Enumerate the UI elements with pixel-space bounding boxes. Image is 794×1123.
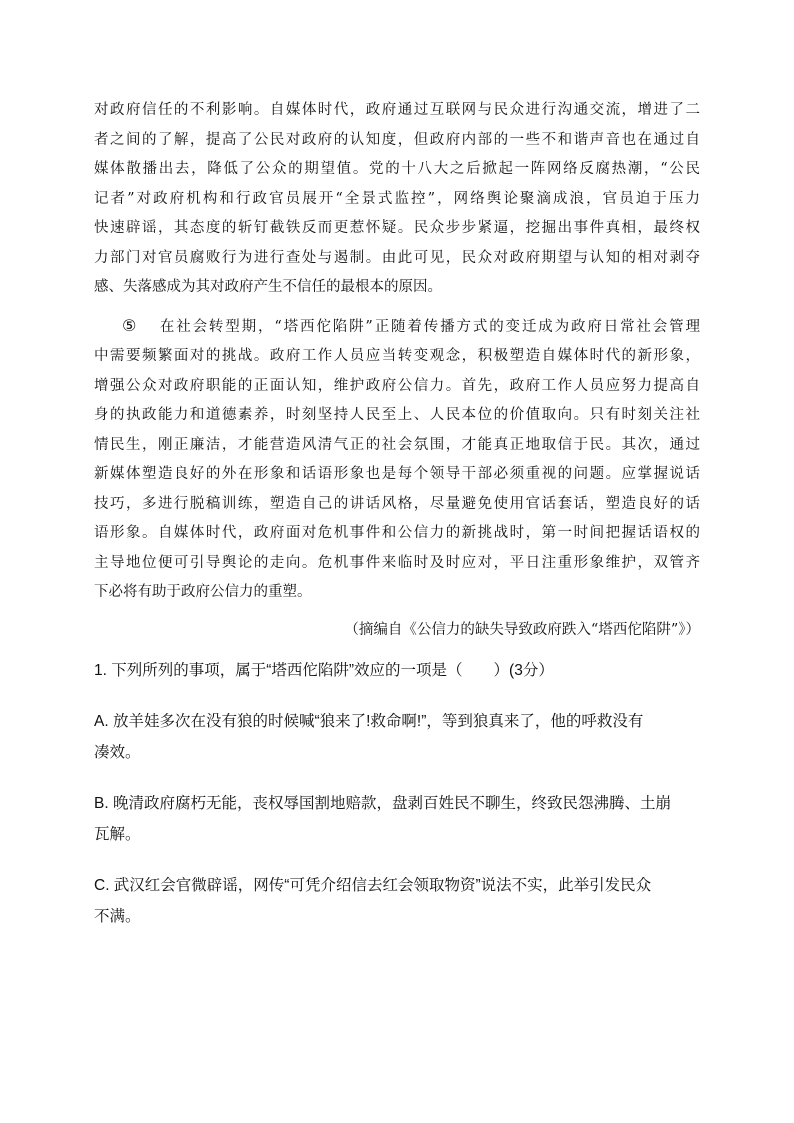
option-text: C. 武汉红会官微辟谣，网传“可凭介绍信去红会领取物资”说法不实，此举引发民众 [94, 877, 652, 894]
paragraph-continued [94, 96, 700, 303]
text-line: 新媒体塑造良好的外在形象和话语形象也是每个领导干部必须重视的问题。应掌握说话 [94, 466, 700, 482]
option-text: 凑效。 [94, 744, 141, 761]
option-text: B. 晚清政府腐朽无能，丧权辱国割地赔款，盘剥百姓民不聊生，终致民怨沸腾、土崩 [94, 795, 671, 812]
text-line: 语形象。自媒体时代，政府面对危机事件和公信力的新挑战时，第一时间把握话语权的 [94, 525, 700, 541]
option-text: 瓦解。 [94, 826, 141, 843]
option-text: 不满。 [94, 908, 141, 925]
text-line [94, 311, 700, 343]
paragraph-number: ⑤ [122, 315, 137, 335]
text-line: 感、失落感成为其对政府产生不信任的最根本的原因。 [94, 279, 442, 295]
text-line-content: 在社会转型期，“塔西佗陷阱”正随着传播方式的变迁成为政府日常社会管理 [158, 318, 700, 335]
text-line: 增强公众对政府职能的正面认知，维护政府公信力。首先，政府工作人员应努力提高自 [94, 377, 700, 394]
option-text: A. 放羊娃多次在没有狼的时候喊“狼来了!救命啊!”，等到狼真来了，他的呼救没有 [94, 713, 644, 730]
text-line: 对政府信任的不利影响。自媒体时代，政府通过互联网与民众进行沟通交流，增进了二 [94, 102, 700, 118]
option-b [94, 788, 700, 850]
text-line: 情民生，刚正廉洁，才能营造风清气正的社会氛围，才能真正地取信于民。其次，通过 [94, 436, 700, 453]
text-line: 下必将有助于政府公信力的重塑。 [94, 584, 312, 600]
option-c [94, 870, 700, 932]
document-page [94, 96, 700, 932]
text-line: 技巧，多进行脱稿训练，塑造自己的讲话风格，尽量避免使用官话套话，塑造良好的话 [94, 495, 700, 512]
text-line: 记者”对政府机构和行政官员展开“全景式监控”，网络舆论聚滴成浪，官员迫于压力 [94, 190, 700, 207]
text-line: 者之间的了解，提高了公民对政府的认知度，但政府内部的一些不和谐声音也在通过自 [94, 131, 700, 148]
question-stem [94, 655, 700, 686]
source-citation: （摘编自《公信力的缺失导致政府跌入“塔西佗陷阱”》） [344, 621, 700, 638]
text-line: 主导地位便可引导舆论的走向。危机事件来临时及时应对，平日注重形象维护，双管齐 [94, 554, 700, 571]
option-a [94, 706, 700, 768]
text-line: 中需要频繁面对的挑战。政府工作人员应当转变观念，积极塑造自媒体时代的新形象， [94, 348, 700, 364]
paragraph-5 [94, 311, 700, 608]
text-line: 身的执政能力和道德素养，时刻坚持人民至上、人民本位的价值取向。只有时刻关注社 [94, 407, 700, 423]
text-line: 快速辟谣，其态度的斩钉截铁反而更惹怀疑。民众步步紧逼，挖掘出事件真相，最终权 [94, 220, 700, 236]
text-line: 媒体散播出去，降低了公众的期望值。党的十八大之后掀起一阵网络反腐热潮，“公民 [94, 161, 700, 177]
text-line: 力部门对官员腐败行为进行查处与遏制。由此可见，民众对政府期望与认知的相对剥夺 [94, 249, 700, 266]
question-text: 1. 下列所列的事项，属于“塔西佗陷阱”效应的一项是（ ）(3分） [94, 662, 554, 679]
